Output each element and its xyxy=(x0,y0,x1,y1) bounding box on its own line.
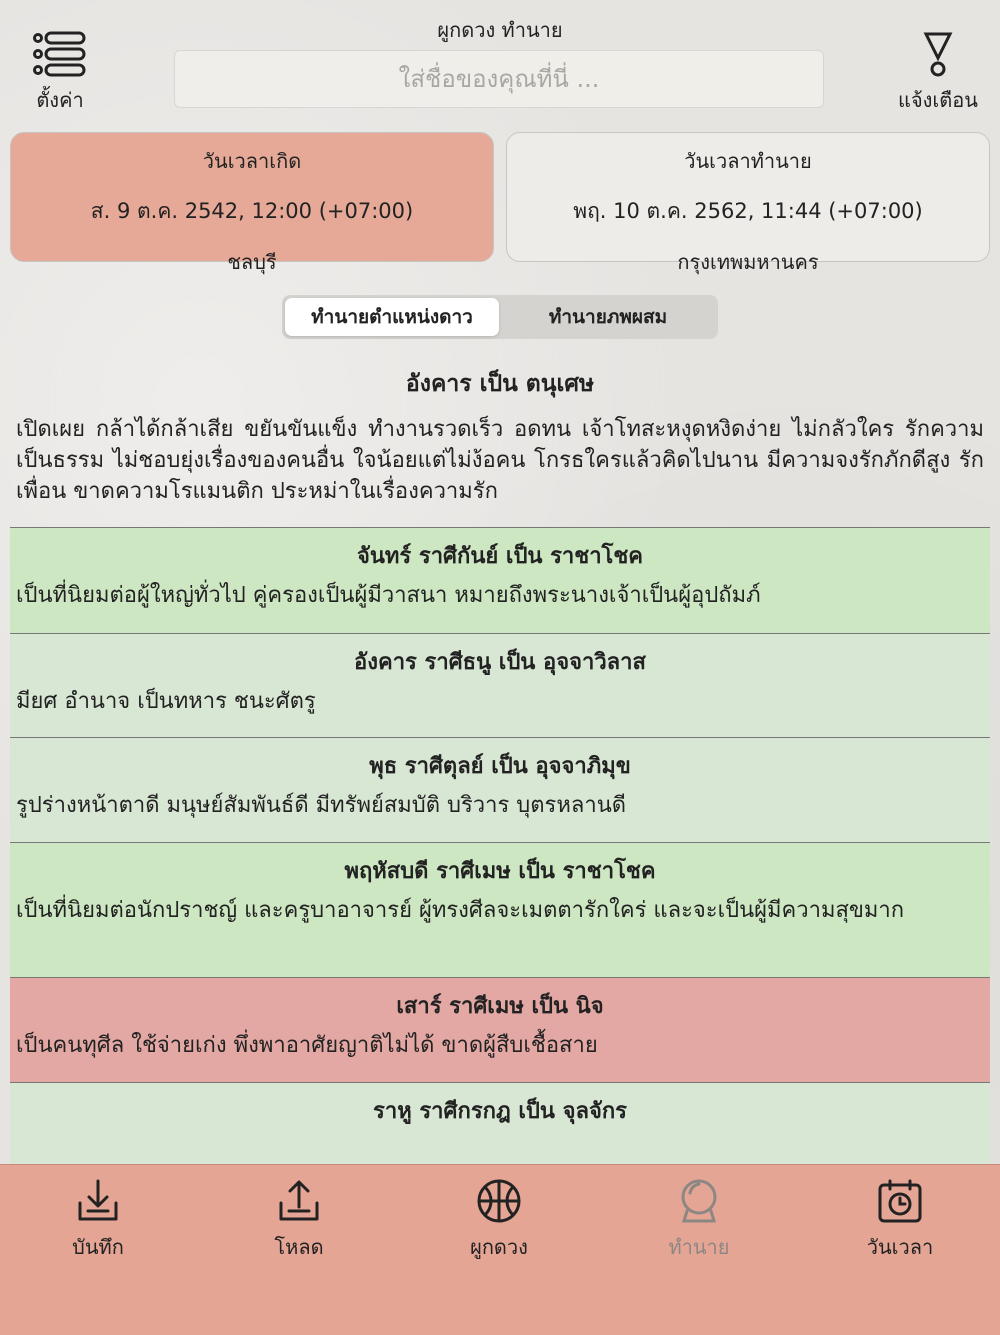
list-item-title: พฤหัสบดี ราศีเมษ เป็น ราชาโชค xyxy=(344,859,656,884)
prediction-datetime-card[interactable] xyxy=(506,132,990,274)
list-item xyxy=(10,737,990,842)
top-bar xyxy=(0,0,1000,120)
tab-chart-label: ผูกดวง xyxy=(470,1235,528,1259)
list-item xyxy=(10,527,990,633)
horoscope-wheel-icon xyxy=(475,1177,523,1225)
list-item-title: พุธ ราศีตุลย์ เป็น อุจจาภิมุข xyxy=(369,754,631,779)
name-input[interactable] xyxy=(174,50,824,108)
settings-label: ตั้งค่า xyxy=(36,88,84,112)
crystal-ball-icon xyxy=(675,1177,723,1225)
list-item xyxy=(10,633,990,737)
birth-place: ชลบุรี xyxy=(227,250,277,274)
tab-predict[interactable] xyxy=(629,1177,769,1263)
list-item-title: อังคาร ราศีธนู เป็น อุจจาวิลาส xyxy=(354,650,646,675)
tab-datetime-label: วันเวลา xyxy=(866,1235,934,1259)
alerts-label: แจ้งเตือน xyxy=(898,88,978,112)
prediction-card-title: วันเวลาทำนาย xyxy=(684,149,812,173)
prediction-datetime-value: พฤ. 10 ต.ค. 2562, 11:44 (+07:00) xyxy=(573,199,923,223)
tab-load-label: โหลด xyxy=(274,1235,324,1259)
main-prediction-title: อังคาร เป็น ตนุเศษ xyxy=(405,371,595,397)
calendar-clock-icon xyxy=(876,1177,924,1225)
list-item-title: จันทร์ ราศีกันย์ เป็น ราชาโชค xyxy=(356,544,644,569)
alert-filter-icon xyxy=(923,30,953,78)
tab-save[interactable] xyxy=(28,1177,168,1263)
app-title: ผูกดวง ทำนาย xyxy=(437,18,563,42)
list-item-text: รูปร่างหน้าตาดี มนุษย์สัมพันธ์ดี มีทรัพย์สมบัติ บริวาร บุตรหลานดี xyxy=(16,793,627,818)
birth-datetime-card[interactable] xyxy=(10,132,494,274)
tab-save-label: บันทึก xyxy=(72,1235,124,1259)
alerts-button[interactable] xyxy=(892,30,984,116)
download-tray-icon xyxy=(74,1177,122,1225)
prediction-mode-segmented-control xyxy=(282,295,718,339)
list-item-text: เป็นที่นิยมต่อนักปราชญ์ และครูบาอาจารย์ ผู้ทรงศีลจะเมตตารักใคร่ และจะเป็นผู้มีความสุขมาก xyxy=(16,898,905,923)
tab-load[interactable] xyxy=(229,1177,369,1263)
prediction-list xyxy=(10,527,990,1172)
prediction-place: กรุงเทพมหานคร xyxy=(677,250,819,274)
tab-predict-label: ทำนาย xyxy=(668,1235,730,1259)
tab-datetime[interactable] xyxy=(830,1177,970,1263)
upload-tray-icon xyxy=(275,1177,323,1225)
list-item-title: ราหู ราศีกรกฎ เป็น จุลจักร xyxy=(373,1099,627,1124)
list-item-text: มียศ อำนาจ เป็นทหาร ชนะศัตรู xyxy=(16,689,316,714)
list-item-title: เสาร์ ราศีเมษ เป็น นิจ xyxy=(396,994,604,1019)
list-item xyxy=(10,977,990,1082)
tab-chart[interactable] xyxy=(429,1177,569,1263)
list-item-text xyxy=(16,1127,984,1135)
birth-datetime-value: ส. 9 ต.ค. 2542, 12:00 (+07:00) xyxy=(90,199,414,223)
list-item-text: เป็นที่นิยมต่อผู้ใหญ่ทั่วไป คู่ครองเป็นผู้มีวาสนา หมายถึงพระนางเจ้าเป็นผู้อุปถัมภ์ xyxy=(16,583,761,608)
main-prediction-description: เปิดเผย กล้าได้กล้าเสีย ขยันขันแข็ง ทำงานรวดเร็ว อดทน เจ้าโทสะหงุดหงิดง่าย ไม่กลัวใคร รักความเป็นธรรม ไม่ชอบยุ่งเรื่องของคนอื่น ใจน้อยแต่ไม่ง้อคน โกรธใครแล้วคิดไปนาน มีความจงรักภักดีสูง รักเพื่อน ขาดความโรแมนติก ประหม่าในเรื่องความรัก xyxy=(16,417,984,504)
tab-planet-position[interactable]: ทำนายตำแหน่งดาว xyxy=(285,298,499,336)
list-item xyxy=(10,842,990,977)
list-item xyxy=(10,1082,990,1172)
list-item-text: เป็นคนทุศีล ใช้จ่ายเก่ง พึ่งพาอาศัยญาติไม่ได้ ขาดผู้สืบเชื้อสาย xyxy=(16,1033,598,1058)
birth-card-title: วันเวลาเกิด xyxy=(202,149,302,173)
bottom-tab-bar xyxy=(0,1164,1000,1335)
tab-combined-houses[interactable]: ทำนายภพผสม xyxy=(548,306,668,328)
